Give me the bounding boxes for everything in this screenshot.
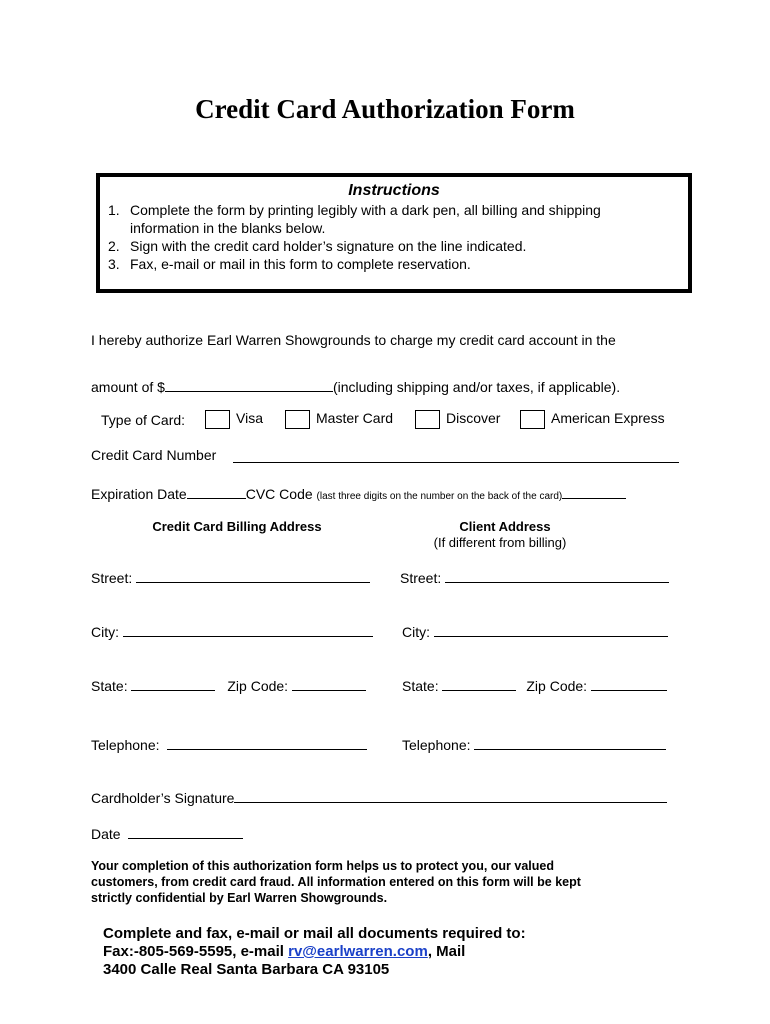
billing-heading: Credit Card Billing Address xyxy=(152,519,322,534)
client-state-field[interactable] xyxy=(442,676,516,691)
mastercard-checkbox[interactable] xyxy=(285,410,310,429)
card-type-label: Type of Card: xyxy=(101,412,186,428)
footer-address: 3400 Calle Real Santa Barbara CA 93105 xyxy=(103,961,390,978)
note-line: customers, from credit card fraud. All information entered on this form will be kept xyxy=(91,875,581,889)
instruction-number: 2. xyxy=(108,238,120,254)
privacy-note xyxy=(91,858,581,906)
client-city-label: City: xyxy=(402,624,430,640)
client-street-label: Street: xyxy=(400,570,442,586)
billing-street-field[interactable] xyxy=(136,568,370,583)
amount-suffix: (including shipping and/or taxes, if applicable). xyxy=(332,379,621,395)
visa-checkbox[interactable] xyxy=(205,410,230,429)
instruction-text: Complete the form by printing legibly with a dark pen, all billing and shipping xyxy=(130,202,601,218)
discover-checkbox[interactable] xyxy=(415,410,440,429)
email-link[interactable]: rv@earlwarren.com xyxy=(288,943,428,960)
card-number-row xyxy=(91,447,216,463)
billing-telephone-field[interactable] xyxy=(167,735,367,750)
billing-street-row xyxy=(91,568,370,586)
cvc-label: CVC Code xyxy=(245,486,313,502)
billing-zip-label: Zip Code: xyxy=(227,678,289,694)
card-option-mastercard[interactable] xyxy=(285,410,393,429)
billing-state-label: State: xyxy=(91,678,128,694)
amount-field[interactable] xyxy=(165,377,333,392)
billing-city-row xyxy=(91,622,373,640)
card-number-field[interactable] xyxy=(233,462,679,463)
instruction-text: information in the blanks below. xyxy=(130,220,326,236)
client-zip-label: Zip Code: xyxy=(526,678,588,694)
amount-label: amount of $ xyxy=(91,379,165,395)
billing-zip-field[interactable] xyxy=(292,676,366,691)
billing-street-label: Street: xyxy=(91,570,133,586)
client-subheading: (If different from billing) xyxy=(433,535,567,550)
authorization-statement: I hereby authorize Earl Warren Showgrounds to charge my credit card account in the xyxy=(91,332,616,348)
date-label: Date xyxy=(91,826,121,842)
amex-label: American Express xyxy=(551,410,665,427)
card-number-label: Credit Card Number xyxy=(91,447,217,463)
signature-field[interactable] xyxy=(234,788,667,803)
footer-contact-line xyxy=(103,943,526,961)
date-field[interactable] xyxy=(128,824,243,839)
expiration-label: Expiration Date xyxy=(91,486,187,502)
billing-telephone-row xyxy=(91,735,367,753)
card-option-amex[interactable] xyxy=(520,410,665,429)
page-title: Credit Card Authorization Form xyxy=(195,94,575,124)
instruction-text: Fax, e-mail or mail in this form to complete reservation. xyxy=(130,256,471,272)
client-city-row xyxy=(402,622,668,640)
client-telephone-field[interactable] xyxy=(474,735,666,750)
billing-city-field[interactable] xyxy=(123,622,373,637)
billing-telephone-label: Telephone: xyxy=(91,737,160,753)
instruction-number: 3. xyxy=(108,256,120,272)
signature-row xyxy=(91,788,667,806)
billing-state-field[interactable] xyxy=(131,676,215,691)
cvc-hint: (last three digits on the number on the back of the card) xyxy=(316,491,563,502)
discover-label: Discover xyxy=(446,410,501,427)
note-line: Your completion of this authorization form helps us to protect you, our valued xyxy=(91,859,554,873)
footer-line: Complete and fax, e-mail or mail all documents required to: xyxy=(103,925,526,942)
instruction-number: 1. xyxy=(108,202,120,218)
amex-checkbox[interactable] xyxy=(520,410,545,429)
card-option-visa[interactable] xyxy=(205,410,263,429)
client-state-zip-row xyxy=(402,676,667,694)
note-line: strictly confidential by Earl Warren Showgrounds. xyxy=(91,891,388,905)
client-zip-field[interactable] xyxy=(591,676,667,691)
expiration-field[interactable] xyxy=(187,484,246,499)
billing-state-zip-row xyxy=(91,676,366,694)
submission-instructions xyxy=(103,925,526,979)
fax-text: Fax:-805-569-5595, e-mail xyxy=(103,943,289,960)
mail-text: , Mail xyxy=(427,943,466,960)
client-telephone-label: Telephone: xyxy=(402,737,471,753)
instruction-text: Sign with the credit card holder’s signature on the line indicated. xyxy=(130,238,527,254)
instructions-heading: Instructions xyxy=(348,182,440,199)
client-telephone-row xyxy=(402,735,666,753)
instructions-box xyxy=(96,173,692,293)
client-street-field[interactable] xyxy=(445,568,669,583)
cvc-field[interactable] xyxy=(562,488,626,499)
signature-label: Cardholder’s Signature xyxy=(91,790,235,806)
date-row xyxy=(91,824,243,842)
client-state-label: State: xyxy=(402,678,439,694)
client-city-field[interactable] xyxy=(434,622,668,637)
client-street-row xyxy=(400,568,669,586)
billing-city-label: City: xyxy=(91,624,119,640)
card-option-discover[interactable] xyxy=(415,410,500,429)
expiration-row xyxy=(91,484,626,502)
client-heading: Client Address xyxy=(459,519,551,534)
visa-label: Visa xyxy=(236,410,263,427)
mastercard-label: Master Card xyxy=(316,410,394,427)
amount-row xyxy=(91,377,620,395)
